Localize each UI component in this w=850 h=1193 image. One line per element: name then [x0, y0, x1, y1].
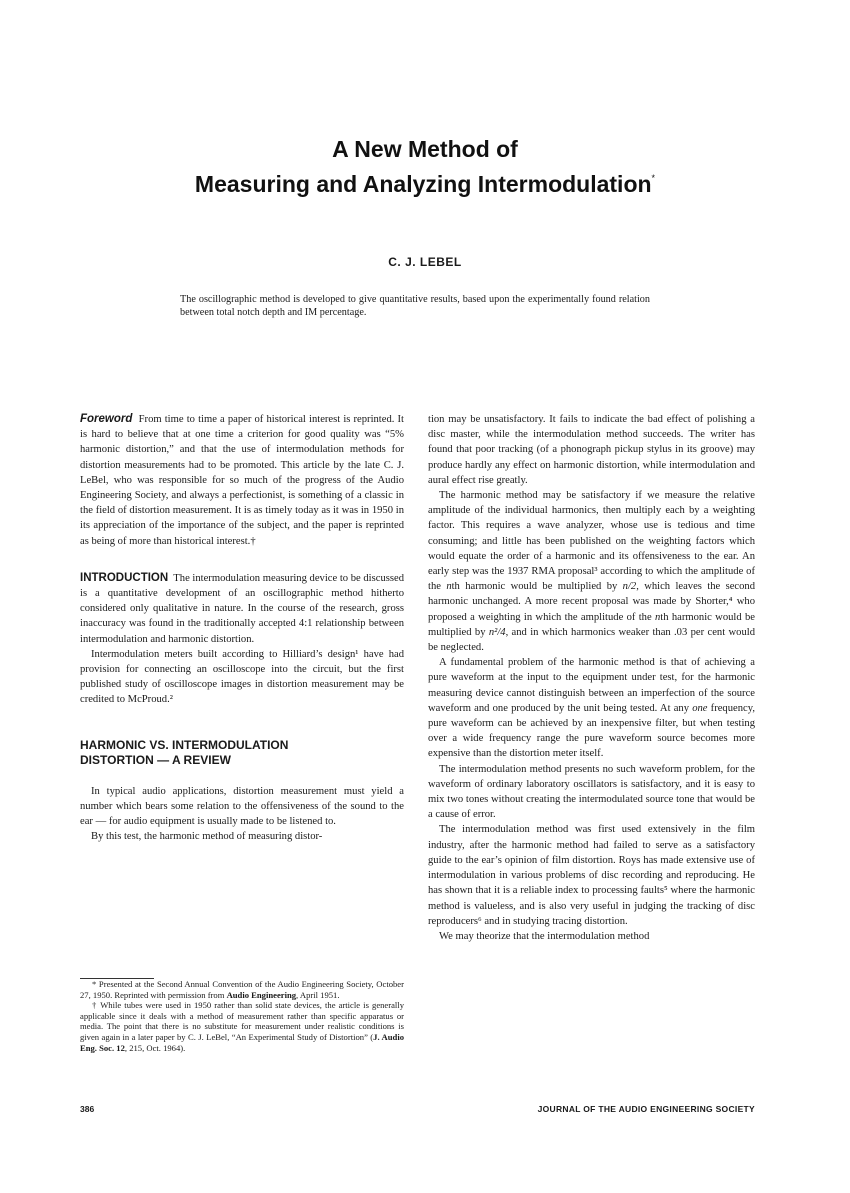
title-footnote-mark: *	[651, 173, 656, 183]
right-paragraph-6: We may theorize that the intermodulation method	[439, 930, 650, 942]
review-heading-line-1: HARMONIC VS. INTERMODULATION	[80, 737, 289, 752]
p2-text-b: th harmonic would be multiplied by	[451, 581, 623, 593]
title-line-1-text: A New Method of	[332, 136, 518, 162]
right-paragraph-4: The intermodulation method presents no such waveform problem, for the waveform of ordinary laboratory oscillators is satisfactory, and it is easy to mix two tones without creating the intermodulated source tone that would be a cause of error.	[428, 763, 755, 821]
p2-text-d: th harmonic would be multiplied by	[428, 611, 755, 638]
p2-italic-n: n	[446, 581, 452, 593]
p2-text-e: , and in which harmonics weaker than .03 per cent would be neglected.	[428, 626, 755, 654]
introduction-paragraph-2: Intermodulation meters built according to Hilliard’s design¹ have had provision for connecting an oscilloscope into the circuit, but the first published study of oscilloscope images in distortion measurement may be credited to McProud.²	[80, 648, 404, 706]
title-line-2-text: Measuring and Analyzing Intermodulation	[194, 171, 652, 197]
foreword-lead: Foreword	[80, 413, 133, 425]
footnotes	[80, 979, 404, 1053]
foreword-text: From time to time a paper of historical interest is reprinted. It is hard to believe that at one time a criterion for good quality was “5% harmonic distortion,” and that the use of intermodulation methods for distortion measurements had to be promoted. This article by the late C. J. LeBel, who was responsible for so much of the progress of the Audio Engineering Society, and always a perfectionist, is something of a classic in the field of distortion measurement. It is as timely today as it was in 1950 in its appreciation of the importance of the subject, and the paper is reprinted as being of more than historical interest.†	[80, 414, 404, 547]
title-line-2	[0, 171, 850, 198]
right-paragraph-2	[428, 488, 755, 655]
p3-italic-one: one	[692, 702, 708, 714]
footnote-1-journal: Audio Engineering	[226, 989, 297, 1000]
right-paragraph-3	[428, 655, 755, 761]
spacer	[80, 549, 404, 571]
footnote-1-text-a: * Presented at the Second Annual Convention of the Audio Engineering Society, October 27, 1950. Reprinted with permission from	[80, 979, 404, 1000]
title-line-1	[0, 136, 850, 163]
p3-text-a: A fundamental problem of the harmonic method is that of achieving a pure waveform at the input to the equipment under test, for the harmonic measuring device cannot distinguish between an imperfection of the source waveform and one produced by the unit being tested. At any	[428, 657, 755, 714]
right-column	[428, 412, 755, 944]
introduction-lead: INTRODUCTION	[80, 571, 169, 584]
abstract: The oscillographic method is developed to give quantitative results, based upon the experimentally found relation between total notch depth and IM percentage.	[180, 294, 650, 318]
foreword-paragraph	[80, 412, 404, 549]
right-paragraph-1: tion may be unsatisfactory. It fails to indicate the bad effect of polishing a disc master, while the intermodulation method succeeds. The writer has found that poor tracking (of a phonograph pickup stylus in its groove) may produce hardly any effect on harmonic distortion, while intermodulation and aural effect rise greatly.	[428, 414, 755, 486]
page-number: 386	[80, 1104, 95, 1114]
p2-italic-n-2: n	[655, 611, 661, 623]
spacer	[80, 768, 404, 784]
author-name: C. J. LEBEL	[388, 255, 462, 269]
journal-running-footer: JOURNAL OF THE AUDIO ENGINEERING SOCIETY	[537, 1104, 755, 1114]
footnote-1-text-c: , April 1951.	[296, 989, 340, 1000]
p2-italic-n-squared: n²/4	[488, 626, 506, 638]
review-heading	[80, 738, 404, 768]
p2-text-c: , which leaves the second harmonic unchanged. A more recent proposal was made by Shorter,⁴ who proposed a weighting in which the amplitude of the	[428, 581, 756, 623]
footnote-2-text-a: † While tubes were used in 1950 rather than solid state devices, the article is generally applicable since it deals with a method of measurement rather than specific apparatus or media. The point that there is no substitute for measurement under realistic conditions is given again in a later paper by C. J. LeBel, “An Experimental Study of Distortion” (	[80, 1000, 404, 1042]
left-column	[80, 412, 404, 844]
footnote-2-text-c: , 215, Oct. 1964).	[124, 1042, 186, 1053]
right-paragraph-5: The intermodulation method was first used extensively in the film industry, after the harmonic method had failed to serve as a satisfactory guide to the ear’s opinion of film distortion. Roys has made extensive use of intermodulation in various problems of disc recording and reproducing. He has shown that it is a reliable index to processing faults⁵ where the harmonic method is valueless, and is also very useful in judging the tracking of disc reproducers⁶ and in studying tracing distortion.	[428, 824, 755, 927]
p2-text-a: The harmonic method may be satisfactory if we measure the relative amplitude of the individual harmonics, then multiply each by a weighting factor. This requires a wave analyzer, whose use is tedious and time consuming; and little has been published on the weighting factors which would equate the order of a harmonic and its offensiveness to the ear. An early step was the 1937 RMA proposal³ according to which the amplitude of the	[428, 490, 755, 593]
review-heading-line-2: DISTORTION — A REVIEW	[80, 752, 231, 767]
review-paragraph-2: By this test, the harmonic method of measuring distor-	[91, 831, 323, 843]
p3-text-b: frequency, pure waveform can be achieved by an inexpensive filter, but when testing over a wide frequency range the pure waveform source becomes more expensive than the distortion meter itself.	[428, 702, 755, 760]
introduction-paragraph-1	[80, 571, 404, 647]
introduction-text-1: The intermodulation measuring device to be discussed is a quantitative development of an oscillographic method hitherto considered only qualitative in nature. In the course of the research, gross inaccuracy was found in the traditionally accepted 4:1 relationship between intermodulation and harmonic distortion.	[80, 572, 404, 645]
footnote-2	[80, 1000, 404, 1053]
footnote-1	[80, 979, 404, 1000]
p2-italic-n-over-2: n/2	[622, 581, 637, 593]
review-paragraph-1: In typical audio applications, distortion measurement must yield a number which bears some relation to the offensiveness of the sound to the ear — for audio equipment is usually made to be listened to.	[80, 785, 404, 828]
footnote-2-journal: J. Audio Eng. Soc. 12	[80, 1031, 405, 1053]
spacer	[80, 708, 404, 738]
